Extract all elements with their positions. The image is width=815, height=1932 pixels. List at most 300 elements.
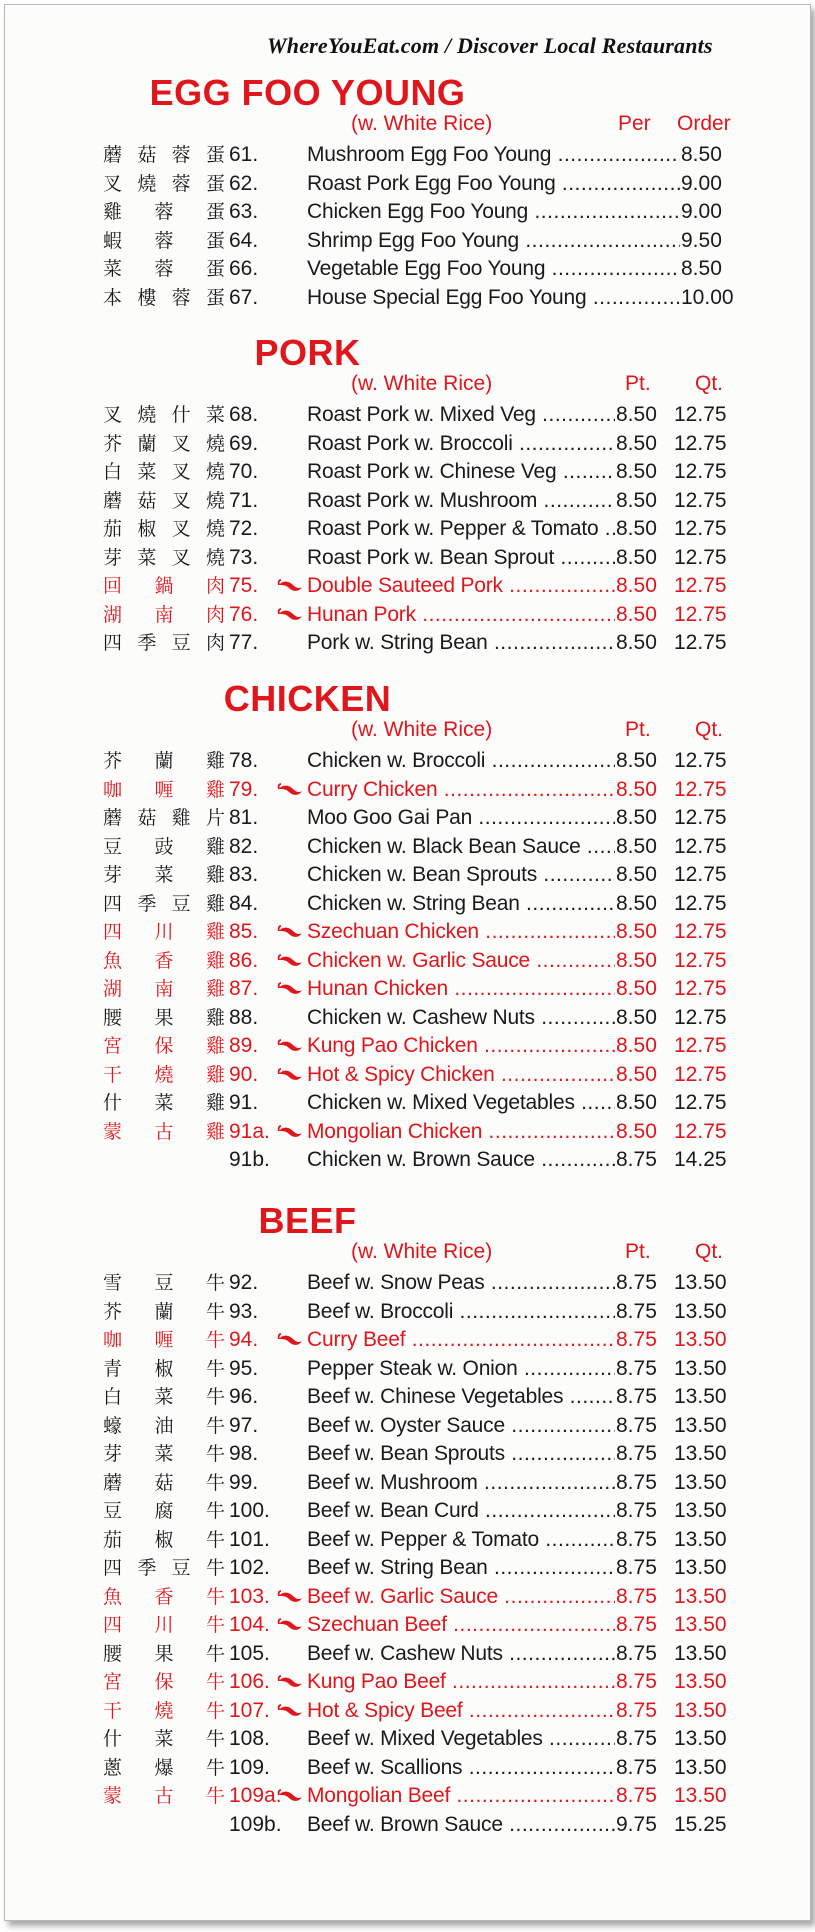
- price-large: 12.75: [674, 403, 727, 426]
- header-col-2: Qt.: [695, 718, 724, 741]
- chinese-name: 蘑 菇 牛: [103, 1471, 225, 1494]
- price-small: 8.75: [615, 1440, 657, 1469]
- section-title: CHICKEN: [223, 678, 392, 719]
- chinese-name: 湖 南 肉: [103, 603, 225, 626]
- dish-name: Beef w. Scallions .....: [307, 1754, 620, 1783]
- price-small: 8.75: [615, 1146, 657, 1175]
- item-number: 64.: [229, 228, 259, 252]
- dish-name: Roast Pork w. Bean Sprout .....: [307, 544, 620, 573]
- price-small: 8.50: [615, 430, 657, 459]
- dish-name: Beef w. Oyster Sauce .....: [307, 1412, 620, 1441]
- price-large: 12.75: [674, 631, 727, 654]
- menu-item-row: [5, 861, 810, 890]
- item-number: 71.: [229, 488, 259, 512]
- menu-item-row: [5, 629, 810, 658]
- item-number: 75.: [229, 574, 259, 597]
- dish-name: Hunan Pork .....: [307, 601, 620, 630]
- item-number: 90.: [229, 1062, 259, 1086]
- chinese-name: 叉 燒 蓉 蛋: [103, 172, 225, 195]
- price-large: 12.75: [674, 1005, 727, 1029]
- price-small: 8.75: [615, 1640, 657, 1669]
- price-large: 13.50: [674, 1356, 727, 1380]
- chinese-name: 蠔 油 牛: [103, 1414, 225, 1437]
- item-number: 108.: [229, 1727, 270, 1750]
- price-large: 13.50: [674, 1499, 727, 1522]
- dish-name: Hot & Spicy Chicken .....: [307, 1061, 620, 1090]
- dish-name: Vegetable Egg Foo Young .....: [307, 255, 685, 284]
- menu-item-row: [5, 401, 810, 430]
- menu-item-row: [5, 1089, 810, 1118]
- price-small: 8.50: [615, 544, 657, 573]
- menu-item-row: [5, 601, 810, 630]
- price-large: 13.50: [674, 1784, 727, 1807]
- price-small: 8.75: [615, 1469, 657, 1498]
- item-number: 91a.: [229, 1119, 270, 1143]
- item-number: 109a.: [229, 1784, 282, 1807]
- chinese-name: 咖 喱 牛: [103, 1329, 225, 1351]
- item-number: 67.: [229, 285, 259, 309]
- chinese-name: 雪 豆 牛: [103, 1272, 225, 1294]
- item-number: 92.: [229, 1271, 259, 1294]
- chinese-name: 四 川 牛: [103, 1614, 225, 1636]
- price-large: 12.75: [674, 1119, 727, 1143]
- chinese-name: 四 季 豆 牛: [103, 1557, 225, 1579]
- item-number: 106.: [229, 1670, 270, 1693]
- header-col-1: Per: [618, 112, 651, 135]
- section-subtitle: (w. White Rice): [351, 372, 493, 395]
- chinese-name: 蘑 菇 蓉 蛋: [103, 144, 225, 166]
- price-large: 12.75: [674, 1034, 727, 1057]
- price-large: 13.50: [674, 1556, 727, 1579]
- item-number: 77.: [229, 631, 259, 654]
- price-large: 12.75: [674, 863, 727, 886]
- menu-item-row: [5, 544, 810, 573]
- item-number: 100.: [229, 1499, 270, 1522]
- chinese-name: 湖 南 雞: [103, 978, 225, 1000]
- price-large: 13.50: [674, 1385, 727, 1408]
- price-large: 13.50: [674, 1727, 727, 1750]
- price-large: 12.75: [674, 806, 727, 829]
- price-small: 10.00: [680, 284, 734, 313]
- chinese-name: 芽 菜 叉 燒: [103, 546, 225, 569]
- chinese-name: 豆 腐 牛: [103, 1500, 225, 1522]
- item-number: 89.: [229, 1034, 259, 1057]
- dish-name: Chicken w. Black Bean Sauce .....: [307, 833, 620, 862]
- price-large: 12.75: [674, 948, 727, 972]
- menu-item-row: [5, 198, 810, 227]
- price-small: 9.50: [680, 227, 722, 256]
- price-small: 8.50: [615, 515, 657, 544]
- item-list: [5, 141, 810, 312]
- chinese-name: 芽 菜 雞: [103, 864, 225, 886]
- dish-name: Roast Pork Egg Foo Young .....: [307, 170, 685, 199]
- dish-name: Hunan Chicken .....: [307, 975, 620, 1004]
- price-small: 8.50: [680, 141, 722, 170]
- price-small: 8.50: [615, 833, 657, 862]
- dish-name: Chicken w. Garlic Sauce .....: [307, 947, 620, 976]
- chinese-name: 茄 椒 叉 燒: [103, 518, 225, 540]
- price-small: 8.50: [615, 861, 657, 890]
- price-large: 13.50: [674, 1328, 727, 1351]
- price-small: 8.50: [615, 804, 657, 833]
- menu-item-row: [5, 1668, 810, 1697]
- dish-name: Pork w. String Bean .....: [307, 629, 620, 658]
- item-number: 81.: [229, 806, 259, 829]
- menu-item-row: [5, 1697, 810, 1726]
- dish-name: Beef w. Cashew Nuts .....: [307, 1640, 620, 1669]
- dish-name: Mongolian Chicken .....: [307, 1118, 620, 1147]
- item-number: 97.: [229, 1413, 259, 1437]
- menu-item-row: [5, 747, 810, 776]
- price-small: 8.50: [615, 975, 657, 1004]
- menu-item-row: [5, 1640, 810, 1669]
- dish-name: Pepper Steak w. Onion .....: [307, 1355, 620, 1384]
- item-number: 104.: [229, 1613, 270, 1636]
- item-number: 61.: [229, 143, 259, 166]
- item-number: 91.: [229, 1091, 259, 1114]
- dish-name: Roast Pork w. Broccoli .....: [307, 430, 620, 459]
- price-small: 8.50: [615, 1118, 657, 1147]
- chinese-name: 干 燒 雞: [103, 1063, 225, 1086]
- menu-item-row: [5, 1725, 810, 1754]
- dish-name: Beef w. Bean Sprouts .....: [307, 1440, 620, 1469]
- dish-name: Beef w. String Bean .....: [307, 1554, 620, 1583]
- item-number: 62.: [229, 171, 259, 195]
- price-small: 8.75: [615, 1782, 657, 1811]
- price-large: 12.75: [674, 517, 727, 540]
- dish-name: Roast Pork w. Chinese Veg .....: [307, 458, 620, 487]
- dish-name: Chicken w. Cashew Nuts .....: [307, 1004, 620, 1033]
- price-large: 13.50: [674, 1613, 727, 1636]
- chinese-name: 本 樓 蓉 蛋: [103, 286, 225, 309]
- dish-name: Beef w. Chinese Vegetables .....: [307, 1383, 620, 1412]
- price-small: 8.50: [615, 776, 657, 805]
- price-large: 13.50: [674, 1755, 727, 1779]
- chinese-name: 魚 香 牛: [103, 1585, 225, 1608]
- dish-name: Szechuan Chicken .....: [307, 918, 620, 947]
- dish-name: Curry Chicken .....: [307, 776, 620, 805]
- price-small: 8.50: [615, 747, 657, 776]
- price-large: 12.75: [674, 977, 727, 1000]
- price-large: 12.75: [674, 920, 727, 943]
- dish-name: Chicken w. Mixed Vegetables .....: [307, 1089, 620, 1118]
- dish-name: Kung Pao Chicken .....: [307, 1032, 620, 1061]
- site-watermark: WhereYouEat.com / Discover Local Restaurants: [267, 33, 713, 58]
- price-small: 8.50: [615, 401, 657, 430]
- price-large: 12.75: [674, 1091, 727, 1114]
- price-large: 13.50: [674, 1413, 727, 1437]
- price-large: 15.25: [674, 1812, 727, 1836]
- menu-item-row: [5, 1146, 810, 1175]
- chinese-name: 白 菜 叉 燒: [103, 461, 225, 483]
- price-large: 12.75: [674, 602, 727, 626]
- chinese-name: 腰 果 牛: [103, 1642, 225, 1665]
- section-subtitle: (w. White Rice): [351, 1240, 493, 1263]
- menu-item-row: [5, 170, 810, 199]
- price-large: 12.75: [674, 834, 727, 858]
- menu-item-row: [5, 227, 810, 256]
- price-large: 12.75: [674, 460, 727, 483]
- menu-item-row: [5, 918, 810, 947]
- item-number: 109.: [229, 1755, 270, 1779]
- menu-item-row: [5, 1383, 810, 1412]
- dish-name: Chicken w. Brown Sauce .....: [307, 1146, 620, 1175]
- menu-item-row: [5, 1811, 810, 1840]
- price-small: 8.50: [615, 1004, 657, 1033]
- item-number: 82.: [229, 834, 259, 858]
- menu-item-row: [5, 1118, 810, 1147]
- menu-item-row: [5, 1004, 810, 1033]
- menu-item-row: [5, 141, 810, 170]
- section-title: PORK: [254, 332, 361, 373]
- chinese-name: 四 季 豆 雞: [103, 892, 225, 915]
- price-large: 12.75: [674, 1062, 727, 1086]
- price-small: 8.75: [615, 1554, 657, 1583]
- item-number: 87.: [229, 977, 259, 1000]
- item-number: 98.: [229, 1442, 259, 1465]
- menu-item-row: [5, 947, 810, 976]
- item-number: 85.: [229, 920, 259, 943]
- chinese-name: 芥 蘭 牛: [103, 1300, 225, 1323]
- item-number: 86.: [229, 948, 259, 972]
- dish-name: Beef w. Snow Peas .....: [307, 1269, 620, 1298]
- price-small: 9.00: [680, 170, 722, 199]
- price-large: 13.50: [674, 1299, 727, 1323]
- menu-item-row: [5, 833, 810, 862]
- chinese-name: 蒙 古 雞: [103, 1120, 225, 1143]
- chinese-name: 魚 香 雞: [103, 949, 225, 972]
- dish-name: Roast Pork w. Pepper & Tomato .....: [307, 515, 620, 544]
- header-col-2: Qt.: [695, 372, 724, 395]
- menu-item-row: [5, 487, 810, 516]
- price-large: 12.75: [674, 749, 727, 772]
- menu-item-row: [5, 1497, 810, 1526]
- price-small: 9.75: [615, 1811, 657, 1840]
- item-number: 78.: [229, 749, 259, 772]
- chinese-name: 腰 果 雞: [103, 1006, 225, 1029]
- header-col-1: Pt.: [625, 372, 651, 395]
- chinese-name: 雞 蓉 蛋: [103, 201, 225, 223]
- price-large: 13.50: [674, 1527, 727, 1551]
- price-small: 8.50: [615, 487, 657, 516]
- item-number: 73.: [229, 545, 259, 569]
- price-large: 13.50: [674, 1641, 727, 1665]
- item-number: 91b.: [229, 1148, 270, 1171]
- item-number: 68.: [229, 403, 259, 426]
- section-title: EGG FOO YOUNG: [149, 72, 466, 113]
- dish-name: Beef w. Bean Curd .....: [307, 1497, 620, 1526]
- item-number: 72.: [229, 517, 259, 540]
- menu-item-row: [5, 1611, 810, 1640]
- price-small: 8.50: [615, 629, 657, 658]
- price-small: 8.75: [615, 1725, 657, 1754]
- price-large: 12.75: [674, 488, 727, 512]
- dish-name: Curry Beef .....: [307, 1326, 620, 1355]
- chinese-name: 芥 蘭 雞: [103, 750, 225, 772]
- price-small: 8.75: [615, 1412, 657, 1441]
- menu-item-row: [5, 255, 810, 284]
- chinese-name: 干 燒 牛: [103, 1699, 225, 1722]
- menu-page: [4, 4, 811, 1921]
- dish-name: Kung Pao Beef .....: [307, 1668, 620, 1697]
- dish-name: Chicken w. Bean Sprouts .....: [307, 861, 620, 890]
- item-number: 96.: [229, 1385, 259, 1408]
- price-small: 8.50: [615, 572, 657, 601]
- menu-item-row: [5, 1032, 810, 1061]
- menu-item-row: [5, 1326, 810, 1355]
- menu-item-row: [5, 1526, 810, 1555]
- chinese-name: 宮 保 牛: [103, 1671, 225, 1693]
- chinese-name: 芥 蘭 叉 燒: [103, 432, 225, 455]
- price-large: 12.75: [674, 545, 727, 569]
- item-number: 99.: [229, 1470, 259, 1494]
- menu-item-row: [5, 1754, 810, 1783]
- item-list: [5, 1269, 810, 1839]
- price-large: 13.50: [674, 1670, 727, 1693]
- dish-name: Mongolian Beef .....: [307, 1782, 620, 1811]
- header-col-1: Pt.: [625, 718, 651, 741]
- menu-item-row: [5, 1061, 810, 1090]
- chinese-name: 什 菜 牛: [103, 1728, 225, 1750]
- menu-item-row: [5, 572, 810, 601]
- price-small: 8.50: [615, 890, 657, 919]
- item-number: 95.: [229, 1356, 259, 1380]
- price-small: 8.75: [615, 1668, 657, 1697]
- item-number: 105.: [229, 1641, 270, 1665]
- price-large: 12.75: [674, 431, 727, 455]
- dish-name: Moo Goo Gai Pan .....: [307, 804, 620, 833]
- price-large: 12.75: [674, 574, 727, 597]
- item-list: [5, 401, 810, 658]
- chinese-name: 宮 保 雞: [103, 1035, 225, 1057]
- price-small: 8.50: [615, 947, 657, 976]
- price-small: 8.50: [615, 1089, 657, 1118]
- dish-name: Roast Pork w. Mixed Veg .....: [307, 401, 620, 430]
- chinese-name: 蔥 爆 牛: [103, 1756, 225, 1779]
- item-number: 103.: [229, 1584, 270, 1608]
- menu-item-row: [5, 1782, 810, 1811]
- dish-name: Chicken Egg Foo Young .....: [307, 198, 685, 227]
- price-large: 13.50: [674, 1271, 727, 1294]
- item-number: 76.: [229, 602, 259, 626]
- item-number: 88.: [229, 1005, 259, 1029]
- menu-item-row: [5, 430, 810, 459]
- chinese-name: 叉 燒 什 菜: [103, 404, 225, 426]
- price-small: 8.75: [615, 1611, 657, 1640]
- section-title: BEEF: [258, 1200, 357, 1241]
- menu-item-row: [5, 1583, 810, 1612]
- price-small: 8.50: [615, 458, 657, 487]
- section-subtitle: (w. White Rice): [351, 718, 493, 741]
- item-number: 83.: [229, 863, 259, 886]
- dish-name: Shrimp Egg Foo Young .....: [307, 227, 685, 256]
- chinese-name: 四 季 豆 肉: [103, 632, 225, 654]
- chinese-name: 芽 菜 牛: [103, 1443, 225, 1465]
- price-large: 13.50: [674, 1442, 727, 1465]
- item-number: 69.: [229, 431, 259, 455]
- item-number: 102.: [229, 1556, 270, 1579]
- dish-name: Roast Pork w. Mushroom .....: [307, 487, 620, 516]
- chinese-name: 蘑 菇 雞 片: [103, 807, 225, 829]
- price-small: 8.75: [615, 1583, 657, 1612]
- price-small: 8.50: [615, 918, 657, 947]
- chinese-name: 蒙 古 牛: [103, 1785, 225, 1807]
- price-small: 8.75: [615, 1355, 657, 1384]
- menu-item-row: [5, 890, 810, 919]
- chinese-name: 蝦 蓉 蛋: [103, 229, 225, 252]
- menu-item-row: [5, 1269, 810, 1298]
- item-number: 79.: [229, 777, 259, 801]
- dish-name: Double Sauteed Pork .....: [307, 572, 620, 601]
- chinese-name: 蘑 菇 叉 燒: [103, 489, 225, 512]
- price-small: 8.50: [615, 1032, 657, 1061]
- item-list: [5, 747, 810, 1175]
- menu-item-row: [5, 1298, 810, 1327]
- dish-name: Beef w. Mixed Vegetables .....: [307, 1725, 620, 1754]
- chinese-name: 什 菜 雞: [103, 1092, 225, 1114]
- chinese-name: 茄 椒 牛: [103, 1528, 225, 1551]
- price-large: 14.25: [674, 1148, 727, 1171]
- item-number: 109b.: [229, 1812, 282, 1836]
- section-subtitle: (w. White Rice): [351, 112, 493, 135]
- item-number: 94.: [229, 1328, 259, 1351]
- header-col-2: Qt.: [695, 1240, 724, 1263]
- menu-item-row: [5, 1440, 810, 1469]
- dish-name: Beef w. Brown Sauce .....: [307, 1811, 620, 1840]
- price-large: 12.75: [674, 891, 727, 915]
- header-col-2: Order: [677, 112, 731, 135]
- chinese-name: 青 椒 牛: [103, 1357, 225, 1380]
- price-small: 8.75: [615, 1269, 657, 1298]
- price-small: 8.75: [615, 1526, 657, 1555]
- price-large: 12.75: [674, 777, 727, 801]
- dish-name: Hot & Spicy Beef .....: [307, 1697, 620, 1726]
- price-small: 8.75: [615, 1326, 657, 1355]
- item-number: 63.: [229, 200, 259, 223]
- price-small: 8.50: [615, 1061, 657, 1090]
- dish-name: Beef w. Broccoli .....: [307, 1298, 620, 1327]
- dish-name: Chicken w. String Bean .....: [307, 890, 620, 919]
- dish-name: Beef w. Garlic Sauce .....: [307, 1583, 620, 1612]
- price-large: 13.50: [674, 1698, 727, 1722]
- price-small: 8.75: [615, 1697, 657, 1726]
- price-small: 9.00: [680, 198, 722, 227]
- chinese-name: 菜 蓉 蛋: [103, 258, 225, 280]
- chinese-name: 豆 豉 雞: [103, 835, 225, 858]
- item-number: 84.: [229, 891, 259, 915]
- menu-item-row: [5, 804, 810, 833]
- menu-item-row: [5, 975, 810, 1004]
- item-number: 66.: [229, 257, 259, 280]
- chinese-name: 回 鍋 肉: [103, 575, 225, 597]
- chinese-name: 白 菜 牛: [103, 1386, 225, 1408]
- price-small: 8.75: [615, 1298, 657, 1327]
- dish-name: House Special Egg Foo Young .....: [307, 284, 685, 313]
- item-number: 93.: [229, 1299, 259, 1323]
- menu-item-row: [5, 1554, 810, 1583]
- menu-item-row: [5, 1412, 810, 1441]
- price-small: 8.50: [615, 601, 657, 630]
- item-number: 101.: [229, 1527, 270, 1551]
- price-large: 13.50: [674, 1470, 727, 1494]
- item-number: 70.: [229, 460, 259, 483]
- price-small: 8.50: [680, 255, 722, 284]
- price-small: 8.75: [615, 1383, 657, 1412]
- menu-item-row: [5, 1469, 810, 1498]
- price-small: 8.75: [615, 1497, 657, 1526]
- menu-item-row: [5, 515, 810, 544]
- menu-item-row: [5, 776, 810, 805]
